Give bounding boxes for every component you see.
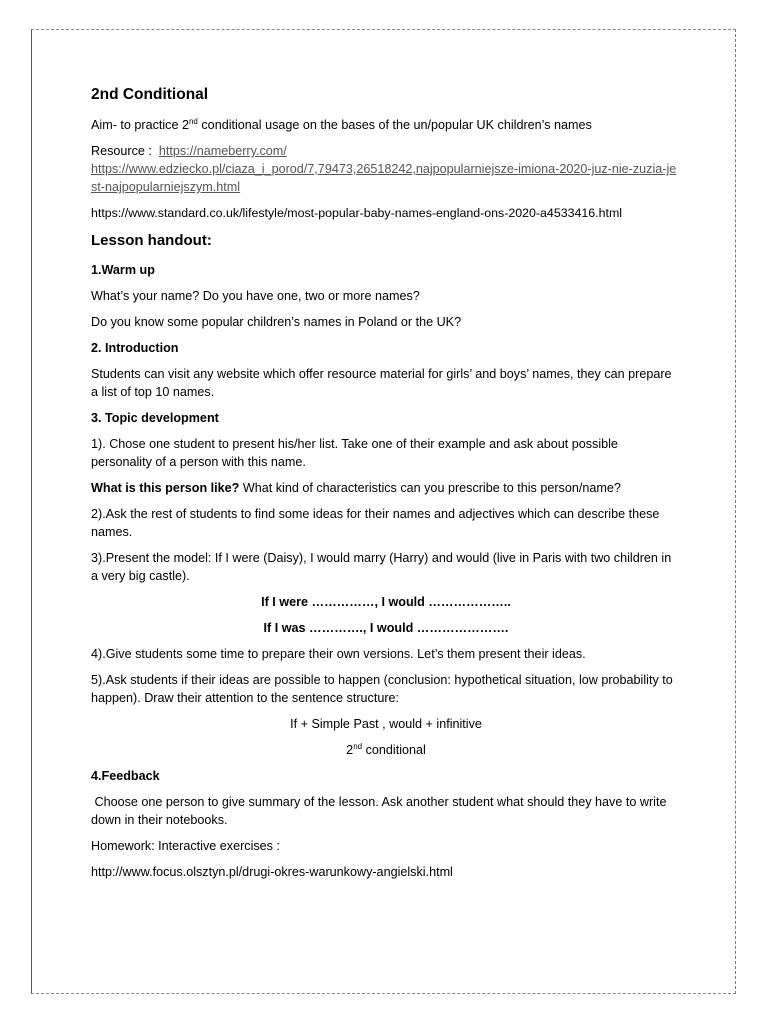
aim-text: Aim- to practice 2 xyxy=(91,118,189,132)
resource-paragraph xyxy=(91,142,681,196)
topic-question-rest: What kind of characteristics can you prescribe to this person/name? xyxy=(239,481,621,495)
warmup-question-2: Do you know some popular children’s names in Poland or the UK? xyxy=(91,315,462,329)
homework-url: http://www.focus.olsztyn.pl/drugi-okres-warunkowy-angielski.html xyxy=(91,865,453,879)
pattern-2: If I was …………., I would …………………. xyxy=(263,621,509,635)
intro-text: Students can visit any website which offer resource material for girls’ and boys’ names, they can prepare a list of top 10 names. xyxy=(91,367,672,399)
homework-text: Homework: Interactive exercises : xyxy=(91,839,280,853)
formula: If + Simple Past , would + infinitive xyxy=(290,717,482,731)
feedback-heading: 4.Feedback xyxy=(91,769,160,783)
warmup-heading: 1.Warm up xyxy=(91,263,155,277)
pattern-1: If I were ……………, I would ……………….. xyxy=(261,595,511,609)
topic-question-bold: What is this person like? xyxy=(91,481,240,495)
topic-question xyxy=(91,479,681,497)
cond-superscript: nd xyxy=(353,741,363,751)
warmup-question-1: What’s your name? Do you have one, two or more names? xyxy=(91,289,420,303)
feedback-text: Choose one person to give summary of the lesson. Ask another student what should they have to write down in their notebooks. xyxy=(91,795,670,827)
standard-url: https://www.standard.co.uk/lifestyle/most-popular-baby-names-england-ons-2020-a4533416.html xyxy=(91,206,623,220)
aim-superscript: nd xyxy=(188,116,198,126)
aim-text-rest: conditional usage on the bases of the un/popular UK children’s names xyxy=(197,118,592,132)
resource-label: Resource : xyxy=(91,144,152,158)
nameberry-link[interactable]: https://nameberry.com/ xyxy=(158,144,287,158)
topic-step-2: 2).Ask the rest of students to find some ideas for their names and adjectives which can describe these names. xyxy=(91,507,660,539)
cond-text: conditional xyxy=(362,743,426,757)
conditional-label xyxy=(91,741,681,759)
topic-heading: 3. Topic development xyxy=(91,411,219,425)
document-body xyxy=(91,84,681,889)
topic-step-4: 4).Give students some time to prepare their own versions. Let’s them present their ideas. xyxy=(91,647,586,661)
topic-step-3: 3).Present the model: If I were (Daisy), I would marry (Harry) and would (live in Paris with two children in a very big castle). xyxy=(91,551,672,583)
topic-step-1: 1). Chose one student to present his/her list. Take one of their example and ask about possible personality of a person with this name. xyxy=(91,437,618,469)
edziecko-link[interactable]: https://www.edziecko.pl/ciaza_i_porod/7,79473,26518242,najpopularniejsze-imiona-2020-juz-nie-zuzia-jest-najpopularniejszym.html xyxy=(91,162,677,194)
cond-number: 2 xyxy=(346,743,354,757)
aim-paragraph xyxy=(91,116,681,134)
handout-heading: Lesson handout: xyxy=(91,232,212,249)
document-title: 2nd Conditional xyxy=(91,86,209,103)
topic-step-5: 5).Ask students if their ideas are possible to happen (conclusion: hypothetical situation, low probability to happen). Draw their attention to the sentence structure: xyxy=(91,673,673,705)
intro-heading: 2. Introduction xyxy=(91,341,179,355)
